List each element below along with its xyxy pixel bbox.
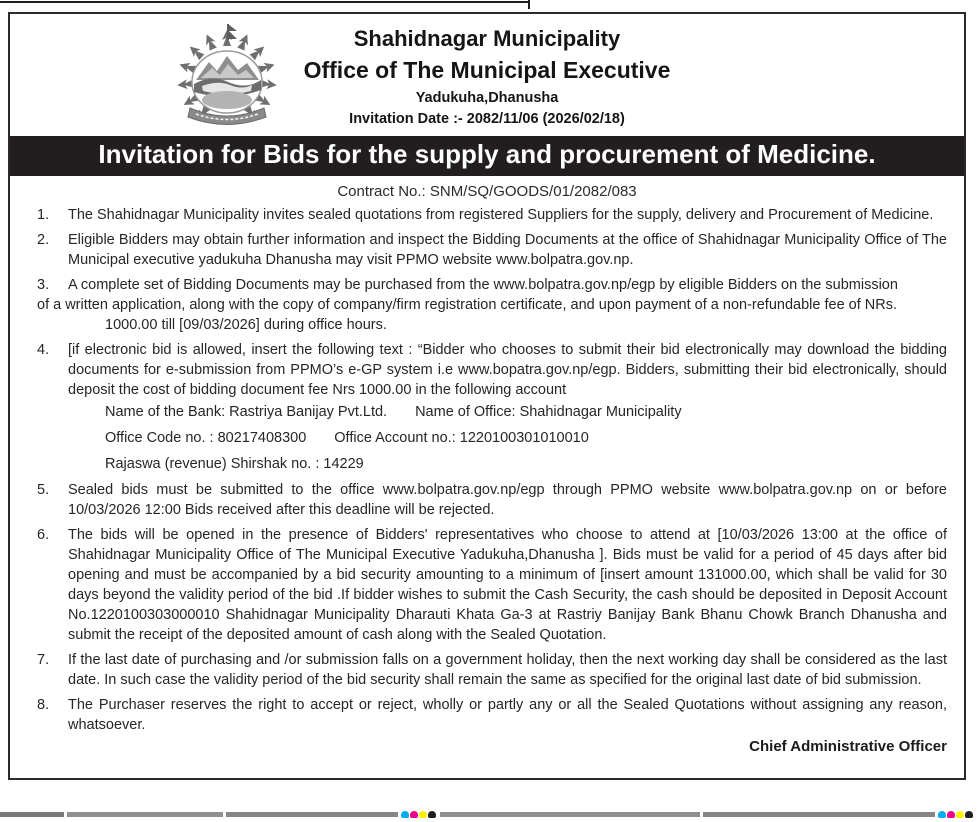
clause-6 [37, 525, 947, 645]
office-code: Office Code no. : 80217408300 [105, 429, 307, 446]
clause-number: 7. [37, 651, 50, 668]
magenta-registration-dot-icon [410, 811, 418, 818]
contract-number: Contract No.: SNM/SQ/GOODS/01/2082/083 [337, 182, 637, 200]
clause-8 [37, 695, 947, 735]
clause-1 [37, 205, 947, 225]
bar-segment [440, 812, 700, 817]
bank-detail-line-3 [105, 454, 947, 475]
clause-4 [37, 340, 947, 400]
clause-list [10, 205, 964, 735]
clause-2 [37, 230, 947, 270]
bank-detail-line-2 [105, 428, 947, 449]
clause-number: 1. [37, 206, 50, 223]
clause-text: [if electronic bid is allowed, insert the following text : “Bidder who chooses to submit their bid electronically may download the bidding documents for e-submission from PPMO’s e-GP system i.e www.bopatra.gov.np/egp. Bidders, submitting their bid electronically, should deposit the cost of bidding document fee Nrs 1000.00 in the following account [68, 341, 947, 398]
clause-number: 8. [37, 696, 50, 713]
bank-detail-line-1 [105, 402, 947, 423]
bar-segment [67, 812, 223, 817]
clause-number: 6. [37, 526, 50, 543]
clause-text: The Purchaser reserves the right to accept or reject, wholly or partly any or all the Sealed Quotations without assigning any reason, whatsoever. [68, 696, 947, 733]
office-name: Name of Office: Shahidnagar Municipality [415, 403, 682, 420]
clause-3-overflow-line: of a written application, along with the copy of company/firm registration certificate, and upon payment of a non-refundable fee of NRs. [37, 296, 898, 313]
address-line: Yadukuha,Dhanusha [415, 90, 559, 106]
clause-text: Eligible Bidders may obtain further information and inspect the Bidding Documents at the office of Shahidnagar Municipality Office of The Municipal executive yadukuha Dhanusha may visit PPMO website www.bolpatra.gov.np. [68, 231, 947, 268]
yellow-registration-dot-icon [956, 811, 964, 818]
municipality-title: Shahidnagar Municipality [353, 26, 621, 51]
clause-number: 3. [37, 276, 50, 293]
document-header [10, 14, 964, 127]
magenta-registration-dot-icon [947, 811, 955, 818]
bar-segment [226, 812, 398, 817]
clause-text: The Shahidnagar Municipality invites sealed quotations from registered Suppliers for the supply, delivery and Procurement of Medicine. [68, 206, 934, 223]
clause-text: If the last date of purchasing and /or submission falls on a government holiday, then the next working day shall be considered as the last date. In such case the validity period of the bid security shall remain the same as specified for the original last date of bid submission. [68, 651, 947, 688]
clause-7 [37, 650, 947, 690]
office-title: Office of The Municipal Executive [303, 57, 671, 83]
rajaswa-shirshak: Rajaswa (revenue) Shirshak no. : 14229 [105, 455, 364, 472]
clause-number: 5. [37, 481, 50, 498]
clause-text: A complete set of Bidding Documents may be purchased from the www.bolpatra.gov.np/egp by eligible Bidders on the submission [68, 276, 898, 293]
clause-text: Sealed bids must be submitted to the office www.bolpatra.gov.np/egp through PPMO website www.bolpatra.gov.np on or before 10/03/2026 12:00 Bids received after this deadline will be rejected. [68, 481, 947, 518]
black-registration-dot-icon [428, 811, 436, 818]
bank-name: Name of the Bank: Rastriya Banijay Pvt.Ltd. [105, 403, 388, 420]
clause-number: 2. [37, 231, 50, 248]
clause-3-indent-line: 1000.00 till [09/03/2026] during office hours. [105, 316, 387, 333]
office-account: Office Account no.: 1220100301010010 [334, 429, 589, 446]
press-registration-bar [0, 811, 977, 819]
municipal-emblem-icon [168, 22, 286, 138]
clause-number: 4. [37, 341, 50, 358]
notice-banner-title: Invitation for Bids for the supply and procurement of Medicine. [10, 136, 964, 176]
notice-document [8, 12, 966, 780]
bar-segment [703, 812, 935, 817]
bar-segment [0, 812, 64, 817]
yellow-registration-dot-icon [419, 811, 427, 818]
clause-3 [37, 275, 947, 295]
cyan-registration-dot-icon [938, 811, 946, 818]
clause-text: The bids will be opened in the presence of Bidders' representatives who choose to attend at [10/03/2026 13:00 at the office of Shahidnagar Municipality Office of The Municipal Executive Yadukuha,Dhanusha ]. Bids must be valid for a period of 45 days after bid opening and must be accompanied by a bid security amounting to a minimum of [insert amount 131000.00, which shall be valid for 30 days beyond the validity period of the bid .If bidder wishes to submit the Cash Security, the cash should be deposited in Deposit Account No.1220100303000010 Shahidnagar Municipality Dharauti Khata Ga-3 at Rastriy Banijay Bank Bhanu Chowk Branch Dhanusha and submit the receipt of the deposited amount of cash along with the Sealed Quotation. [68, 526, 947, 643]
invitation-date-line: Invitation Date :- 2082/11/06 (2026/02/18) [349, 111, 625, 127]
signature-title: Chief Administrative Officer [749, 737, 947, 755]
clause-5 [37, 480, 947, 520]
top-crop-tick [528, 0, 530, 9]
black-registration-dot-icon [965, 811, 973, 818]
top-crop-line [0, 1, 530, 3]
cyan-registration-dot-icon [401, 811, 409, 818]
